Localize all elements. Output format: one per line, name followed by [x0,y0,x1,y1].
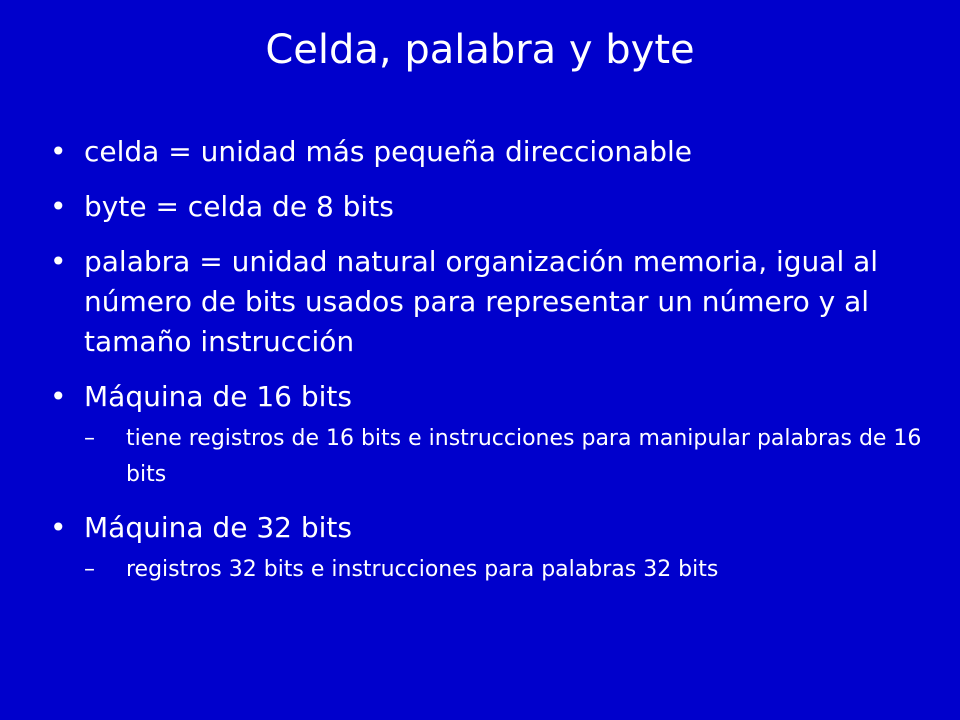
bullet-dot-icon: • [50,190,67,223]
bullet-dot-icon: • [50,135,67,168]
bullet-list [48,132,928,603]
bullet-text: celda = unidad más pequeña direccionable [84,135,693,168]
bullet-item-maquina-32 [48,508,928,588]
sub-bullet-text: registros 32 bits e instrucciones para palabras 32 bits [126,557,719,582]
bullet-dot-icon: • [50,245,67,278]
dash-icon: – [84,557,95,582]
sub-bullet-item [84,421,928,493]
bullet-text: byte = celda de 8 bits [84,190,394,223]
slide-title: Celda, palabra y byte [265,27,695,73]
bullet-text: Máquina de 32 bits [84,511,352,544]
bullet-item-byte [48,187,928,227]
bullet-text: Máquina de 16 bits [84,380,352,413]
dash-icon: – [84,426,95,451]
bullet-item-palabra [48,242,928,362]
bullet-text: palabra = unidad natural organización memoria, igual al número de bits usados para representar un número y al tamaño instrucción [84,245,879,358]
bullet-dot-icon: • [50,511,67,544]
sub-bullet-list [84,552,928,588]
sub-bullet-item [84,552,928,588]
sub-bullet-text: tiene registros de 16 bits e instrucciones para manipular palabras de 16 bits [126,426,922,487]
sub-bullet-list [84,421,928,493]
bullet-dot-icon: • [50,380,67,413]
bullet-item-celda [48,132,928,172]
bullet-item-maquina-16 [48,377,928,493]
